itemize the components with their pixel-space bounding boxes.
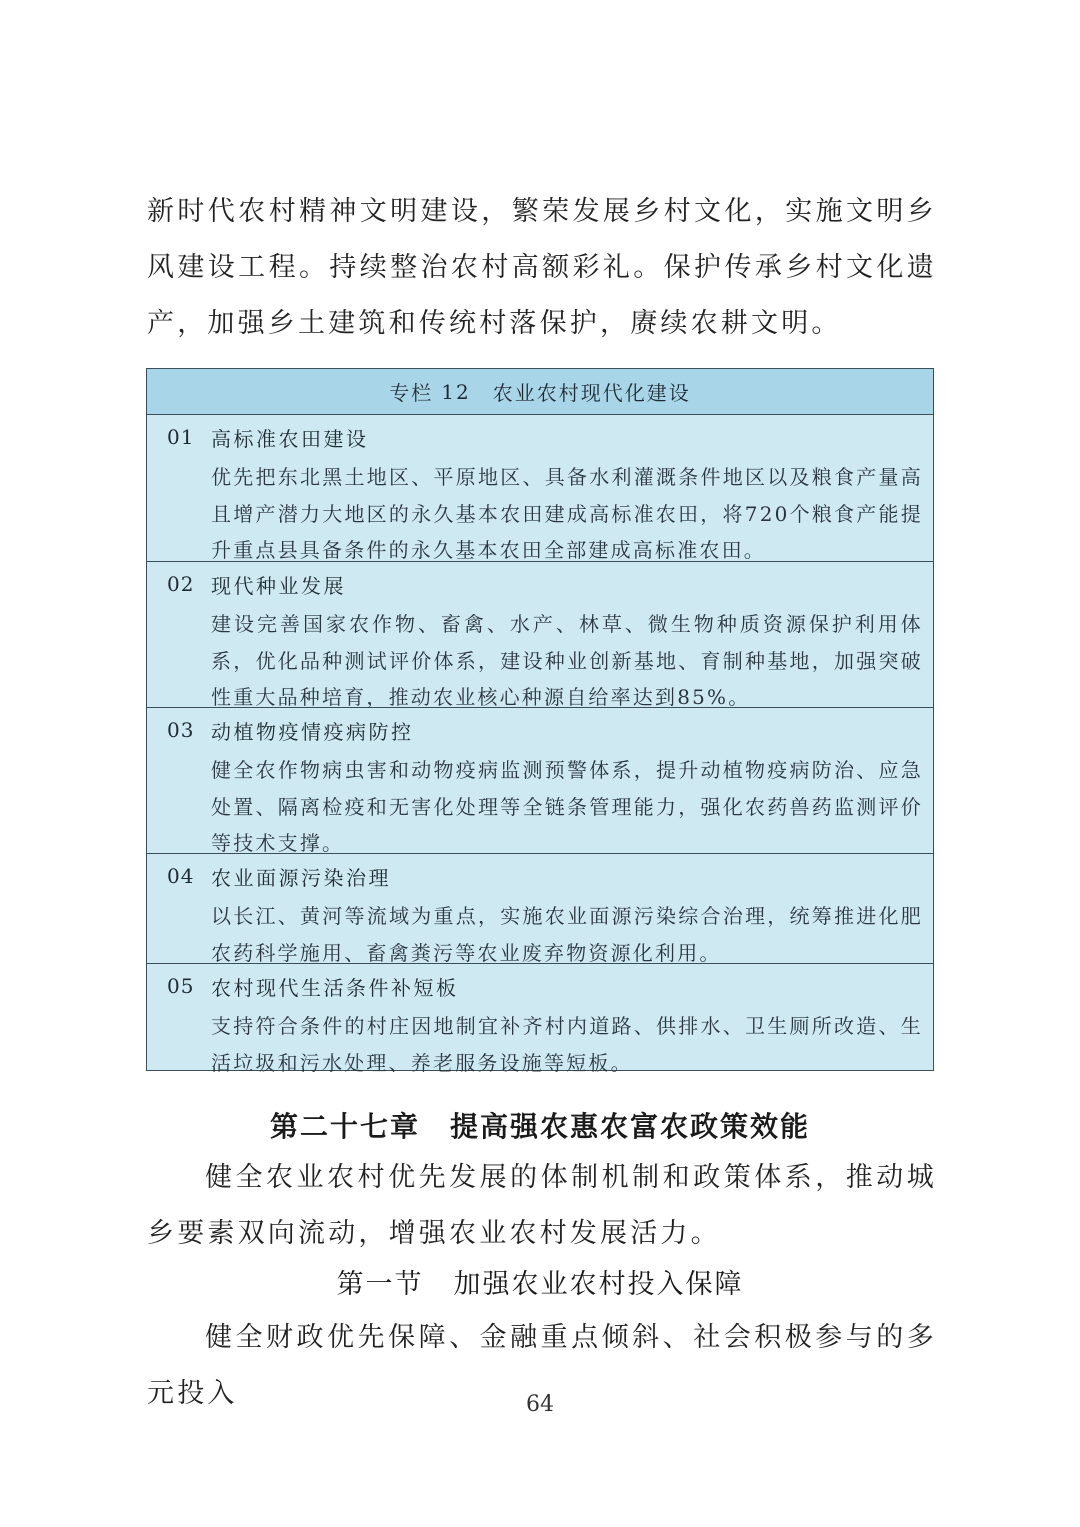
column-item — [147, 562, 933, 708]
chapter-title: 提高强农惠农富农政策效能 — [450, 1110, 811, 1143]
item-heading: 农村现代生活条件补短板 — [211, 976, 459, 1000]
section-paragraph: 健全财政优先保障、金融重点倾斜、社会积极参与的多元投入 — [147, 1322, 937, 1409]
item-number: 02 — [167, 572, 195, 596]
column-item — [147, 964, 933, 1075]
item-body: 健全农作物病虫害和动物疫病监测预警体系，提升动植物疫病防治、应急处置、隔离检疫和无害化处理等全链条管理能力，强化农药兽药监测评价等技术支撑。 — [211, 758, 923, 855]
page-number: 64 — [526, 1392, 554, 1417]
intro-paragraph: 新时代农村精神文明建设，繁荣发展乡村文化，实施文明乡风建设工程。持续整治农村高额彩礼。保护传承乡村文化遗产，加强乡土建筑和传统村落保护，赓续农耕文明。 — [147, 196, 937, 339]
item-number: 05 — [167, 974, 195, 998]
column-item — [147, 708, 933, 854]
item-number: 03 — [167, 718, 195, 742]
chapter-heading — [0, 1105, 1080, 1145]
section-number: 第一节 — [336, 1269, 424, 1300]
column-title: 农业农村现代化建设 — [492, 381, 691, 405]
column-item — [147, 854, 933, 964]
item-heading: 高标准农田建设 — [211, 427, 369, 451]
chapter-number: 第二十七章 — [269, 1110, 420, 1143]
item-heading: 动植物疫情疫病防控 — [211, 720, 414, 744]
item-heading: 现代种业发展 — [211, 574, 346, 598]
section-title: 加强农业农村投入保障 — [453, 1269, 744, 1300]
item-number: 04 — [167, 864, 195, 888]
column-box-title — [147, 369, 933, 415]
column-item — [147, 415, 933, 562]
chapter-paragraph: 健全农业农村优先发展的体制机制和政策体系，推动城乡要素双向流动，增强农业农村发展活力。 — [147, 1162, 937, 1249]
column-box — [146, 368, 934, 1075]
section-heading — [0, 1262, 1080, 1301]
item-number: 01 — [167, 425, 195, 449]
item-body: 建设完善国家农作物、畜禽、水产、林草、微生物种质资源保护利用体系，优化品种测试评价体系，建设种业创新基地、育制种基地，加强突破性重大品种培育，推动农业核心种源自给率达到85%。 — [211, 612, 923, 709]
item-body: 支持符合条件的村庄因地制宜补齐村内道路、供排水、卫生厕所改造、生活垃圾和污水处理、养老服务设施等短板。 — [211, 1014, 923, 1075]
column-number: 12 — [441, 379, 471, 404]
column-label: 专栏 — [389, 381, 434, 405]
item-heading: 农业面源污染治理 — [211, 866, 391, 890]
item-body: 优先把东北黑土地区、平原地区、具备水利灌溉条件地区以及粮食产量高且增产潜力大地区的永久基本农田建成高标准农田，将720个粮食产能提升重点县具备条件的永久基本农田全部建成高标准农田。 — [211, 465, 923, 562]
item-body: 以长江、黄河等流域为重点，实施农业面源污染综合治理，统筹推进化肥农药科学施用、畜禽粪污等农业废弃物资源化利用。 — [211, 904, 923, 965]
